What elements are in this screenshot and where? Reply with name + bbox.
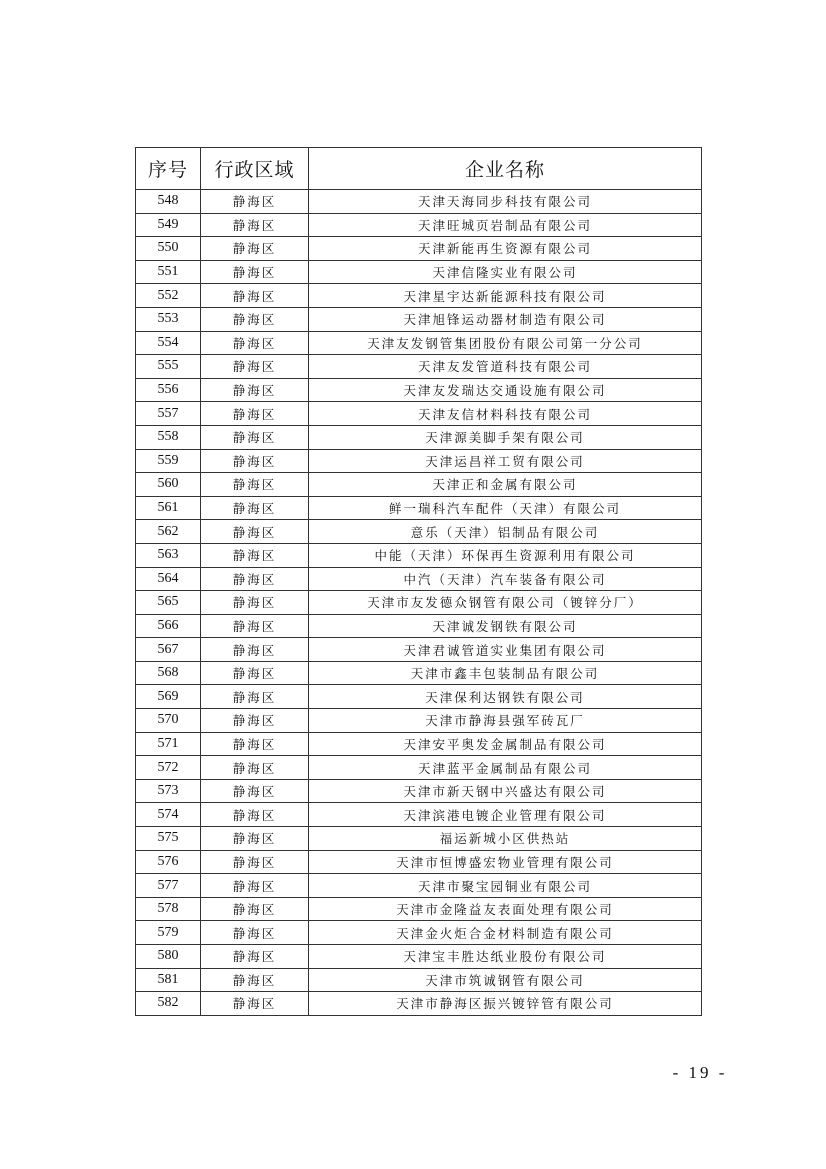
serial-number-cell: 551 — [136, 260, 201, 284]
enterprise-name-cell: 天津友信材料科技有限公司 — [309, 402, 702, 426]
serial-number-cell: 552 — [136, 284, 201, 308]
table-row — [136, 803, 702, 827]
enterprise-name-cell: 天津正和金属有限公司 — [309, 473, 702, 497]
table-row — [136, 779, 702, 803]
table-row — [136, 921, 702, 945]
enterprise-name-cell: 天津新能再生资源有限公司 — [309, 237, 702, 261]
table-row — [136, 638, 702, 662]
serial-number-cell: 575 — [136, 827, 201, 851]
serial-number-cell: 577 — [136, 874, 201, 898]
enterprise-name-cell: 意乐（天津）铝制品有限公司 — [309, 520, 702, 544]
table-row — [136, 331, 702, 355]
table-row — [136, 213, 702, 237]
district-cell: 静海区 — [201, 827, 309, 851]
table-row — [136, 355, 702, 379]
district-cell: 静海区 — [201, 331, 309, 355]
district-cell: 静海区 — [201, 284, 309, 308]
enterprise-name-cell: 天津市静海县强军砖瓦厂 — [309, 709, 702, 733]
enterprise-name-cell: 天津运昌祥工贸有限公司 — [309, 449, 702, 473]
serial-number-cell: 554 — [136, 331, 201, 355]
district-cell: 静海区 — [201, 496, 309, 520]
table-row — [136, 897, 702, 921]
table-row — [136, 685, 702, 709]
serial-number-cell: 571 — [136, 732, 201, 756]
enterprise-name-cell: 天津星宇达新能源科技有限公司 — [309, 284, 702, 308]
serial-number-cell: 563 — [136, 543, 201, 567]
table-row — [136, 968, 702, 992]
district-cell: 静海区 — [201, 874, 309, 898]
enterprise-name-cell: 天津安平奥发金属制品有限公司 — [309, 732, 702, 756]
serial-number-cell: 558 — [136, 425, 201, 449]
enterprise-name-cell: 天津源美脚手架有限公司 — [309, 425, 702, 449]
district-cell: 静海区 — [201, 968, 309, 992]
serial-number-cell: 580 — [136, 945, 201, 969]
enterprise-name-cell: 天津旺城页岩制品有限公司 — [309, 213, 702, 237]
serial-number-cell: 576 — [136, 850, 201, 874]
table-row — [136, 732, 702, 756]
serial-number-cell: 565 — [136, 591, 201, 615]
enterprise-name-cell: 中能（天津）环保再生资源利用有限公司 — [309, 543, 702, 567]
serial-number-cell: 549 — [136, 213, 201, 237]
district-cell: 静海区 — [201, 402, 309, 426]
serial-number-cell: 574 — [136, 803, 201, 827]
district-cell: 静海区 — [201, 307, 309, 331]
page-number: - 19 - — [672, 1063, 728, 1082]
serial-number-cell: 561 — [136, 496, 201, 520]
serial-number-cell: 567 — [136, 638, 201, 662]
serial-number-cell: 556 — [136, 378, 201, 402]
enterprise-name-cell: 天津友发瑞达交通设施有限公司 — [309, 378, 702, 402]
table-row — [136, 567, 702, 591]
district-cell: 静海区 — [201, 355, 309, 379]
table-row — [136, 614, 702, 638]
enterprise-name-cell: 天津市恒博盛宏物业管理有限公司 — [309, 850, 702, 874]
enterprise-name-cell: 天津诚发钢铁有限公司 — [309, 614, 702, 638]
district-cell: 静海区 — [201, 709, 309, 733]
district-cell: 静海区 — [201, 425, 309, 449]
serial-number-cell: 582 — [136, 992, 201, 1016]
table-header — [136, 148, 702, 190]
district-cell: 静海区 — [201, 190, 309, 214]
district-cell: 静海区 — [201, 897, 309, 921]
header-row — [136, 148, 702, 190]
table-row — [136, 307, 702, 331]
enterprise-name-cell: 天津天海同步科技有限公司 — [309, 190, 702, 214]
enterprise-name-cell: 天津市静海区振兴镀锌管有限公司 — [309, 992, 702, 1016]
district-cell: 静海区 — [201, 921, 309, 945]
district-cell: 静海区 — [201, 260, 309, 284]
serial-number-cell: 560 — [136, 473, 201, 497]
serial-number-cell: 578 — [136, 897, 201, 921]
enterprise-name-cell: 天津宝丰胜达纸业股份有限公司 — [309, 945, 702, 969]
table-row — [136, 543, 702, 567]
enterprise-name-cell: 鲜一瑞科汽车配件（天津）有限公司 — [309, 496, 702, 520]
table-row — [136, 284, 702, 308]
district-cell: 静海区 — [201, 473, 309, 497]
enterprise-name-cell: 天津友发管道科技有限公司 — [309, 355, 702, 379]
enterprise-name-cell: 中汽（天津）汽车装备有限公司 — [309, 567, 702, 591]
table-row — [136, 425, 702, 449]
serial-number-cell: 548 — [136, 190, 201, 214]
district-cell: 静海区 — [201, 567, 309, 591]
enterprise-name-cell: 天津君诚管道实业集团有限公司 — [309, 638, 702, 662]
district-cell: 静海区 — [201, 732, 309, 756]
table-row — [136, 756, 702, 780]
serial-number-cell: 550 — [136, 237, 201, 261]
district-cell: 静海区 — [201, 992, 309, 1016]
serial-number-cell: 570 — [136, 709, 201, 733]
district-cell: 静海区 — [201, 378, 309, 402]
enterprise-name-cell: 天津蓝平金属制品有限公司 — [309, 756, 702, 780]
enterprise-name-cell: 福运新城小区供热站 — [309, 827, 702, 851]
district-cell: 静海区 — [201, 661, 309, 685]
table-row — [136, 850, 702, 874]
district-cell: 静海区 — [201, 614, 309, 638]
enterprise-name-cell: 天津市筑诚钢管有限公司 — [309, 968, 702, 992]
serial-number-cell: 581 — [136, 968, 201, 992]
serial-number-cell: 564 — [136, 567, 201, 591]
table-row — [136, 237, 702, 261]
table-row — [136, 661, 702, 685]
serial-number-cell: 559 — [136, 449, 201, 473]
district-cell: 静海区 — [201, 520, 309, 544]
enterprise-name-cell: 天津滨港电镀企业管理有限公司 — [309, 803, 702, 827]
table-row — [136, 190, 702, 214]
district-cell: 静海区 — [201, 779, 309, 803]
district-cell: 静海区 — [201, 213, 309, 237]
serial-number-cell: 568 — [136, 661, 201, 685]
district-cell: 静海区 — [201, 945, 309, 969]
district-cell: 静海区 — [201, 591, 309, 615]
enterprise-name-cell: 天津友发钢管集团股份有限公司第一分公司 — [309, 331, 702, 355]
enterprise-name-cell: 天津市金隆益友表面处理有限公司 — [309, 897, 702, 921]
table-row — [136, 473, 702, 497]
table-row — [136, 709, 702, 733]
table-row — [136, 260, 702, 284]
district-cell: 静海区 — [201, 543, 309, 567]
serial-number-cell: 566 — [136, 614, 201, 638]
table-row — [136, 496, 702, 520]
table-row — [136, 520, 702, 544]
district-cell: 静海区 — [201, 237, 309, 261]
serial-number-cell: 572 — [136, 756, 201, 780]
enterprise-name-cell: 天津旭锋运动器材制造有限公司 — [309, 307, 702, 331]
header-enterprise-name: 企业名称 — [309, 148, 702, 190]
district-cell: 静海区 — [201, 449, 309, 473]
serial-number-cell: 562 — [136, 520, 201, 544]
table-row — [136, 378, 702, 402]
header-serial-number: 序号 — [136, 148, 201, 190]
table-row — [136, 874, 702, 898]
serial-number-cell: 557 — [136, 402, 201, 426]
enterprise-name-cell: 天津金火炬合金材料制造有限公司 — [309, 921, 702, 945]
enterprise-name-cell: 天津市新天钢中兴盛达有限公司 — [309, 779, 702, 803]
table-row — [136, 449, 702, 473]
district-cell: 静海区 — [201, 756, 309, 780]
table-row — [136, 992, 702, 1016]
enterprise-name-cell: 天津市鑫丰包装制品有限公司 — [309, 661, 702, 685]
table-body — [136, 190, 702, 1016]
district-cell: 静海区 — [201, 638, 309, 662]
enterprise-table — [135, 147, 702, 1016]
serial-number-cell: 569 — [136, 685, 201, 709]
table-row — [136, 827, 702, 851]
serial-number-cell: 555 — [136, 355, 201, 379]
table-row — [136, 591, 702, 615]
enterprise-name-cell: 天津市聚宝园铜业有限公司 — [309, 874, 702, 898]
district-cell: 静海区 — [201, 685, 309, 709]
enterprise-name-cell: 天津信隆实业有限公司 — [309, 260, 702, 284]
serial-number-cell: 553 — [136, 307, 201, 331]
header-district: 行政区域 — [201, 148, 309, 190]
table-row — [136, 402, 702, 426]
serial-number-cell: 579 — [136, 921, 201, 945]
table-row — [136, 945, 702, 969]
serial-number-cell: 573 — [136, 779, 201, 803]
enterprise-name-cell: 天津保利达钢铁有限公司 — [309, 685, 702, 709]
district-cell: 静海区 — [201, 850, 309, 874]
district-cell: 静海区 — [201, 803, 309, 827]
enterprise-name-cell: 天津市友发德众钢管有限公司（镀锌分厂） — [309, 591, 702, 615]
